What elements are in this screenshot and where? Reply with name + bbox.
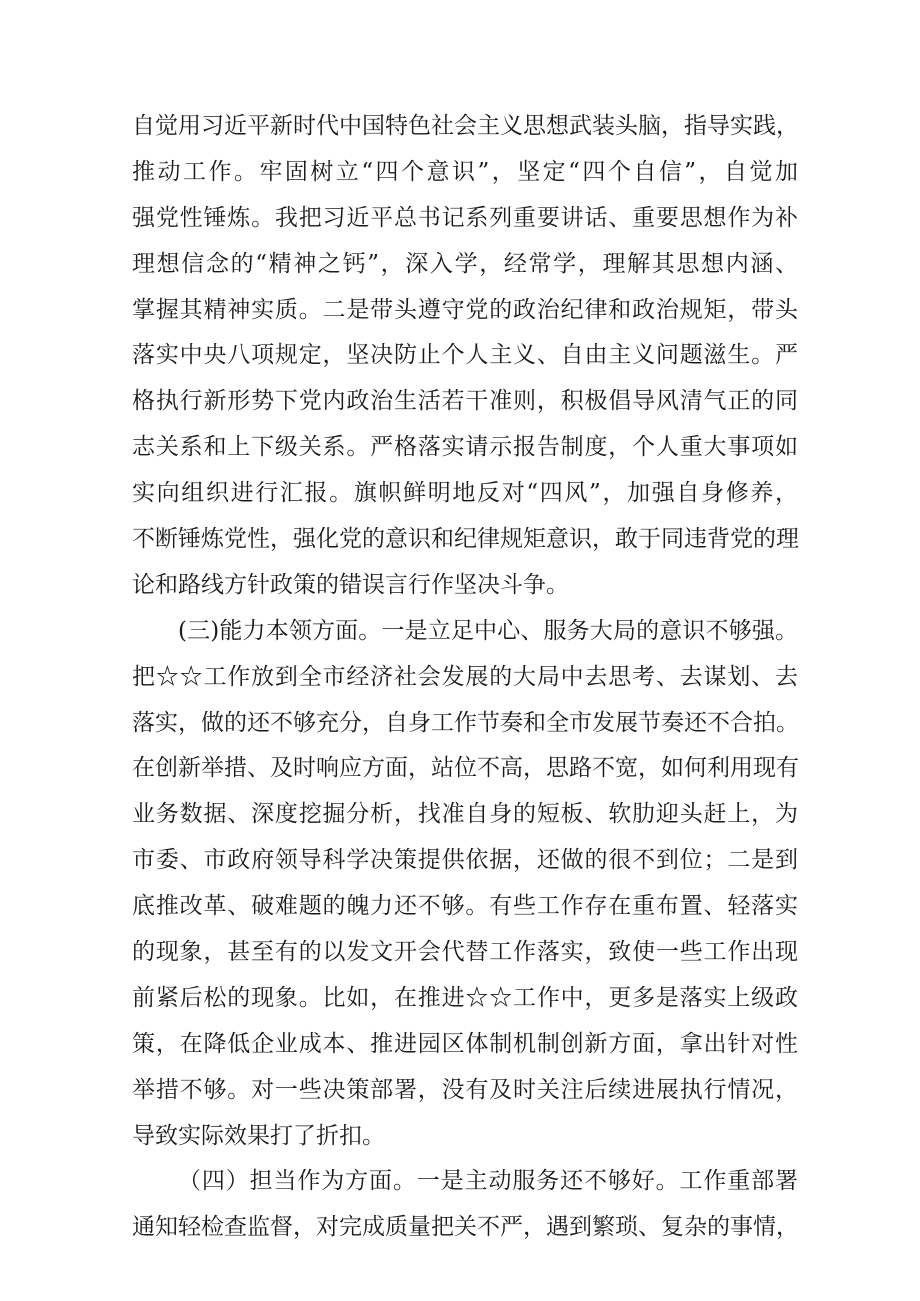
text-line: 的现象，甚至有的以发文开会代替工作落实，致使一些工作出现 <box>132 939 798 966</box>
text-line: 在创新举措、及时响应方面，站位不高，思路不宽，如何利用现有 <box>132 755 799 782</box>
text-line: (三)能力本领方面。一是立足中心、服务大局的意识不够强。 <box>178 617 798 644</box>
text-line: 志关系和上下级关系。严格落实请示报告制度，个人重大事项如 <box>132 434 798 461</box>
text-line: 前紧后松的现象。比如，在推进☆☆工作中，更多是落实上级政 <box>132 984 798 1011</box>
text-line: 实向组织进行汇报。旗帜鲜明地反对“四风”，加强自身修养， <box>132 480 798 507</box>
text-line: 通知轻检查监督，对完成质量把关不严，遇到繁琐、复杂的事情， <box>132 1214 799 1241</box>
text-line: 推动工作。牢固树立“四个意识”，坚定“四个自信”，自觉加 <box>132 158 798 185</box>
text-line: （四）担当作为方面。一是主动服务还不够好。工作重部署 <box>178 1168 798 1195</box>
document-body <box>132 104 798 1251</box>
paragraph-1 <box>132 104 798 609</box>
text-line: 理想信念的“精神之钙”，深入学，经常学，理解其思想内涵、 <box>132 250 798 277</box>
paragraph-2 <box>132 609 798 1160</box>
text-line: 市委、市政府领导科学决策提供依据，还做的很不到位；二是到 <box>132 847 798 874</box>
text-line: 底推改革、破难题的魄力还不够。有些工作存在重布置、轻落实 <box>132 893 798 920</box>
text-line: 落实，做的还不够充分，自身工作节奏和全市发展节奏还不合拍。 <box>132 709 799 736</box>
text-line: 策，在降低企业成本、推进园区体制机制创新方面，拿出针对性 <box>132 1030 798 1057</box>
text-line: 把☆☆工作放到全市经济社会发展的大局中去思考、去谋划、去 <box>132 663 798 690</box>
text-line: 论和路线方针政策的错误言行作坚决斗争。 <box>132 571 569 598</box>
paragraph-3 <box>132 1159 798 1251</box>
text-line: 格执行新形势下党内政治生活若干准则，积极倡导风清气正的同 <box>132 388 798 415</box>
text-line: 举措不够。对一些决策部署，没有及时关注后续进展执行情况， <box>132 1076 798 1103</box>
text-line: 业务数据、深度挖掘分析，找准自身的短板、软肋迎头赶上，为 <box>132 801 798 828</box>
text-line: 掌握其精神实质。二是带头遵守党的政治纪律和政治规矩，带头 <box>132 296 798 323</box>
text-line: 自觉用习近平新时代中国特色社会主义思想武装头脑，指导实践， <box>132 113 799 139</box>
text-line: 落实中央八项规定，坚决防止个人主义、自由主义问题滋生。严 <box>132 342 798 369</box>
text-line: 不断锤炼党性，强化党的意识和纪律规矩意识，敢于同违背党的理 <box>132 526 799 553</box>
text-line: 强党性锤炼。我把习近平总书记系列重要讲话、重要思想作为补 <box>132 204 798 231</box>
text-line: 导致实际效果打了折扣。 <box>132 1122 385 1149</box>
